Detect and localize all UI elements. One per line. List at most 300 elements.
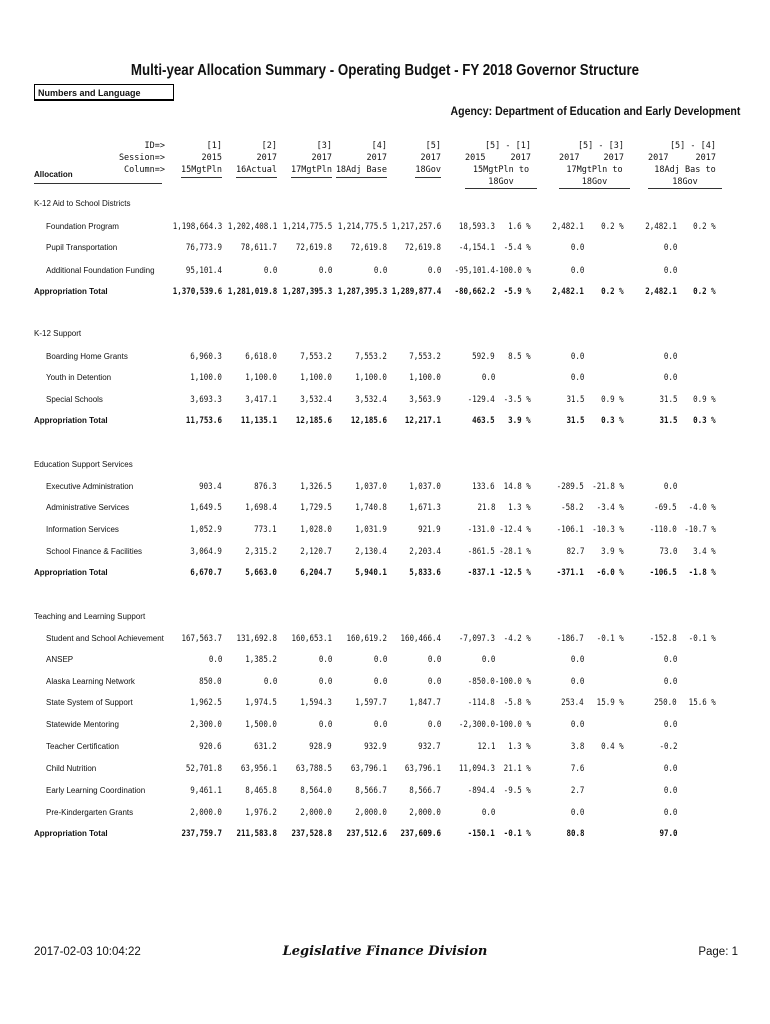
header-diff-label [648, 165, 722, 189]
row-cell: 463.5 [472, 416, 495, 426]
row-cell: 0.0 [570, 720, 584, 730]
row-cell: 8,465.8 [245, 786, 277, 796]
row-cell: 1,202,408.1 [227, 222, 277, 232]
row-cell: 3.8 [570, 742, 584, 752]
row-label: Administrative Services [46, 503, 130, 512]
row-cell: 5,940.1 [355, 568, 387, 578]
row-cell: 0.0 [663, 720, 677, 730]
row-cell: 1,289,877.4 [391, 287, 441, 297]
header-diff-session-from: 2017 [559, 153, 580, 163]
table-row [0, 786, 770, 800]
section-heading [0, 329, 770, 343]
row-cell: 72,619.8 [295, 243, 332, 253]
table-row [0, 525, 770, 539]
row-cell: -150.1 [467, 829, 495, 839]
row-cell: 1,100.0 [190, 373, 222, 383]
row-cell: 237,512.6 [346, 829, 387, 839]
header-diff-session-from: 2015 [465, 153, 486, 163]
header-col-name-text: 15MgtPln [181, 165, 222, 178]
row-cell: 1,649.5 [190, 503, 222, 513]
row-cell: 5,833.6 [409, 568, 441, 578]
row-cell: 14.8 % [503, 482, 531, 492]
row-cell: -9.5 % [503, 786, 531, 796]
header-col-session: 2017 [420, 153, 441, 163]
row-cell: 0.0 [570, 373, 584, 383]
total-row [0, 416, 770, 430]
row-cell: -100.0 % [494, 720, 531, 730]
row-cell: -10.3 % [592, 525, 624, 535]
row-cell: 3,532.4 [300, 395, 332, 405]
row-cell: 0.0 [663, 373, 677, 383]
row-cell: 7,553.2 [409, 352, 441, 362]
row-cell: 82.7 [565, 547, 584, 557]
section-heading [0, 199, 770, 213]
row-cell: 211,583.8 [236, 829, 277, 839]
row-cell: -114.8 [467, 698, 495, 708]
row-cell: 0.9 % [601, 395, 624, 405]
row-cell: 6,670.7 [190, 568, 222, 578]
row-cell: 237,759.7 [181, 829, 222, 839]
header-col-name [181, 165, 222, 178]
header-row-label: Session=> [118, 153, 165, 163]
row-cell: 1,217,257.6 [391, 222, 441, 232]
row-label: Additional Foundation Funding [46, 266, 155, 275]
row-cell: 78,611.7 [240, 243, 277, 253]
row-cell: 1,385.2 [245, 655, 277, 665]
row-cell: 0.0 [570, 677, 584, 687]
header-col-name-text: 17MgtPln [291, 165, 332, 178]
row-cell: 1,976.2 [245, 808, 277, 818]
header-col-session: 2017 [366, 153, 387, 163]
section-heading [0, 460, 770, 474]
row-cell: 15.9 % [596, 698, 624, 708]
row-cell: 0.0 [663, 243, 677, 253]
row-cell: 1,326.5 [300, 482, 332, 492]
table-row [0, 677, 770, 691]
row-cell: 1,214,775.5 [282, 222, 332, 232]
header-diff-label-text: 15MgtPln to 18Gov [465, 165, 537, 189]
row-cell: 1,500.0 [245, 720, 277, 730]
row-cell: 0.2 % [601, 287, 624, 297]
row-label: State System of Support [46, 698, 133, 707]
header-row-label: Column=> [124, 165, 165, 175]
row-cell: 15.6 % [688, 698, 716, 708]
header-diff-session-to: 2017 [603, 153, 624, 163]
row-cell: 1,597.7 [355, 698, 387, 708]
row-cell: 1,037.0 [409, 482, 441, 492]
row-cell: -861.5 [467, 547, 495, 557]
header-col-session: 2017 [311, 153, 332, 163]
row-cell: 2,000.0 [300, 808, 332, 818]
row-cell: 0.0 [373, 720, 387, 730]
row-cell: 1,974.5 [245, 698, 277, 708]
row-cell: 97.0 [658, 829, 677, 839]
row-cell: 0.0 [663, 482, 677, 492]
row-cell: 73.0 [658, 547, 677, 557]
table-row [0, 222, 770, 236]
row-cell: 1,214,775.5 [337, 222, 387, 232]
row-cell: 0.0 [481, 655, 495, 665]
row-cell: 0.0 [427, 655, 441, 665]
row-cell: 31.5 [658, 395, 677, 405]
row-label: Boarding Home Grants [46, 352, 128, 361]
row-cell: 167,563.7 [181, 634, 222, 644]
row-label: Youth in Detention [46, 373, 112, 382]
row-cell: 6,960.3 [190, 352, 222, 362]
row-cell: -0.2 [658, 742, 677, 752]
row-cell: 63,796.1 [404, 764, 441, 774]
row-cell: -95,101.4 [454, 266, 495, 276]
table-row [0, 655, 770, 669]
row-cell: -4.0 % [688, 503, 716, 513]
row-cell: -6.0 % [596, 568, 624, 578]
row-cell: 928.9 [309, 742, 332, 752]
row-cell: 1,037.0 [355, 482, 387, 492]
header-diff-id: [5] - [1] [484, 141, 531, 151]
total-row [0, 829, 770, 843]
row-cell: 0.9 % [693, 395, 716, 405]
filter-box: Numbers and Language [34, 84, 174, 100]
table-row [0, 808, 770, 822]
row-cell: -28.1 % [499, 547, 531, 557]
row-cell: 932.7 [418, 742, 441, 752]
row-cell: 3,064.9 [190, 547, 222, 557]
row-cell: 876.3 [254, 482, 277, 492]
row-cell: 9,461.1 [190, 786, 222, 796]
row-label: Appropriation Total [34, 287, 108, 296]
row-label: Teaching and Learning Support [34, 612, 146, 621]
row-cell: 52,701.8 [185, 764, 222, 774]
row-cell: -186.7 [556, 634, 584, 644]
row-cell: 921.9 [418, 525, 441, 535]
row-cell: 12,185.6 [350, 416, 387, 426]
row-cell: 160,653.1 [291, 634, 332, 644]
row-cell: 0.0 [570, 243, 584, 253]
row-cell: 21.1 % [503, 764, 531, 774]
row-label: Alaska Learning Network [46, 677, 135, 686]
row-cell: 0.0 [663, 786, 677, 796]
row-cell: 0.0 [373, 266, 387, 276]
row-cell: -12.4 % [499, 525, 531, 535]
table-row [0, 482, 770, 496]
header-col-id: [1] [206, 141, 222, 151]
row-cell: 1,671.3 [409, 503, 441, 513]
row-cell: 1,052.9 [190, 525, 222, 535]
header-col-id: [3] [316, 141, 332, 151]
row-cell: 2,315.2 [245, 547, 277, 557]
row-cell: 850.0 [199, 677, 222, 687]
row-label: K-12 Support [34, 329, 82, 338]
row-cell: 8,566.7 [355, 786, 387, 796]
row-label: Education Support Services [34, 460, 133, 469]
row-cell: -10.7 % [684, 525, 716, 535]
section-heading [0, 612, 770, 626]
table-row [0, 243, 770, 257]
footer-timestamp: 2017-02-03 10:04:22 [34, 946, 141, 958]
table-row [0, 503, 770, 517]
row-cell: 3,563.9 [409, 395, 441, 405]
row-label: Statewide Mentoring [46, 720, 119, 729]
table-row [0, 266, 770, 280]
row-cell: 2,000.0 [409, 808, 441, 818]
footer-division: Legislative Finance Division [282, 944, 488, 959]
row-cell: -837.1 [467, 568, 495, 578]
row-cell: 2,120.7 [300, 547, 332, 557]
row-cell: 18,593.3 [458, 222, 495, 232]
row-cell: 1.3 % [508, 503, 531, 513]
row-cell: 1,594.3 [300, 698, 332, 708]
table-row [0, 373, 770, 387]
row-cell: -5.8 % [503, 698, 531, 708]
row-cell: -80,662.2 [454, 287, 495, 297]
row-cell: 0.0 [481, 808, 495, 818]
row-cell: -58.2 [561, 503, 584, 513]
row-cell: -850.0 [467, 677, 495, 687]
row-cell: 237,609.6 [400, 829, 441, 839]
row-cell: 76,773.9 [185, 243, 222, 253]
row-cell: 1,698.4 [245, 503, 277, 513]
row-cell: 72,619.8 [350, 243, 387, 253]
header-diff-label-text: 17MgtPln to 18Gov [559, 165, 630, 189]
row-cell: -152.8 [649, 634, 677, 644]
row-cell: 131,692.8 [236, 634, 277, 644]
row-cell: -100.0 % [494, 677, 531, 687]
row-cell: -4.2 % [503, 634, 531, 644]
header-diff-id: [5] - [4] [669, 141, 716, 151]
row-cell: 1,100.0 [409, 373, 441, 383]
row-cell: 0.0 [427, 720, 441, 730]
total-row [0, 287, 770, 301]
row-cell: 0.0 [318, 677, 332, 687]
row-cell: 253.4 [561, 698, 584, 708]
row-cell: 1,100.0 [300, 373, 332, 383]
row-label: K-12 Aid to School Districts [34, 199, 131, 208]
row-cell: 0.0 [570, 266, 584, 276]
row-cell: -106.5 [649, 568, 677, 578]
row-cell: -110.0 [649, 525, 677, 535]
row-cell: 3.9 % [508, 416, 531, 426]
row-label: ANSEP [46, 655, 74, 664]
row-cell: -289.5 [556, 482, 584, 492]
row-cell: 3,693.3 [190, 395, 222, 405]
row-cell: -1.8 % [688, 568, 716, 578]
report-title: Multi-year Allocation Summary - Operating Budget - FY 2018 Governor Structure [130, 62, 640, 79]
row-cell: 5,663.0 [245, 568, 277, 578]
row-cell: 2,000.0 [355, 808, 387, 818]
row-cell: -0.1 % [503, 829, 531, 839]
row-cell: -3.5 % [503, 395, 531, 405]
row-cell: 0.2 % [601, 222, 624, 232]
row-cell: 95,101.4 [185, 266, 222, 276]
row-cell: -4,154.1 [458, 243, 495, 253]
row-label: Pupil Transportation [46, 243, 118, 252]
header-col-session: 2015 [201, 153, 222, 163]
row-cell: 0.2 % [693, 287, 716, 297]
table-row [0, 720, 770, 734]
row-cell: 3,532.4 [355, 395, 387, 405]
header-diff-label [559, 165, 630, 189]
row-label: Appropriation Total [34, 568, 108, 577]
row-cell: 1,962.5 [190, 698, 222, 708]
row-cell: 0.0 [663, 266, 677, 276]
row-cell: 1,100.0 [355, 373, 387, 383]
row-cell: 63,788.5 [295, 764, 332, 774]
row-cell: 592.9 [472, 352, 495, 362]
row-cell: 0.0 [263, 266, 277, 276]
row-cell: 1,287,395.3 [282, 287, 332, 297]
row-cell: 920.6 [199, 742, 222, 752]
row-cell: 7,553.2 [300, 352, 332, 362]
row-cell: 63,956.1 [240, 764, 277, 774]
row-cell: 631.2 [254, 742, 277, 752]
total-row [0, 568, 770, 582]
row-cell: -129.4 [467, 395, 495, 405]
row-cell: 63,796.1 [350, 764, 387, 774]
row-cell: 0.0 [208, 655, 222, 665]
row-cell: 72,619.8 [404, 243, 441, 253]
row-cell: 1,028.0 [300, 525, 332, 535]
row-cell: 0.3 % [693, 416, 716, 426]
row-cell: 8.5 % [508, 352, 531, 362]
row-cell: 7,553.2 [355, 352, 387, 362]
row-label: Appropriation Total [34, 416, 108, 425]
header-row-label: ID=> [144, 141, 165, 151]
row-cell: 2,482.1 [645, 287, 677, 297]
row-cell: -131.0 [467, 525, 495, 535]
row-cell: 0.0 [663, 352, 677, 362]
table-row [0, 698, 770, 712]
header-diff-label [465, 165, 537, 189]
row-cell: 932.9 [364, 742, 387, 752]
header-col-name [236, 165, 277, 178]
table-row [0, 547, 770, 561]
table-row [0, 764, 770, 778]
header-diff-session-to: 2017 [510, 153, 531, 163]
row-cell: 31.5 [565, 395, 584, 405]
row-cell: 0.0 [263, 677, 277, 687]
row-cell: -21.8 % [592, 482, 624, 492]
row-cell: 12,217.1 [404, 416, 441, 426]
row-cell: 160,619.2 [346, 634, 387, 644]
row-cell: 12.1 [476, 742, 495, 752]
agency-name: Agency: Department of Education and Early Development [450, 104, 740, 118]
row-label: Information Services [46, 525, 119, 534]
row-cell: -2,300.0 [458, 720, 495, 730]
row-label: Special Schools [46, 395, 103, 404]
row-cell: 1,847.7 [409, 698, 441, 708]
row-cell: 0.3 % [601, 416, 624, 426]
row-cell: 1,281,019.8 [227, 287, 277, 297]
row-cell: 12,185.6 [295, 416, 332, 426]
header-col-name [415, 165, 441, 178]
row-cell: -106.1 [556, 525, 584, 535]
row-cell: 0.0 [663, 677, 677, 687]
row-cell: 0.0 [427, 266, 441, 276]
row-cell: 0.0 [427, 677, 441, 687]
header-diff-session-to: 2017 [695, 153, 716, 163]
row-cell: 237,528.8 [291, 829, 332, 839]
row-label: Executive Administration [46, 482, 134, 491]
table-row [0, 395, 770, 409]
row-cell: 0.4 % [601, 742, 624, 752]
row-cell: 8,564.0 [300, 786, 332, 796]
row-cell: 2,482.1 [552, 222, 584, 232]
header-col-name-text: 18Adj Base [336, 165, 387, 178]
header-col-id: [2] [261, 141, 277, 151]
header-col-session: 2017 [256, 153, 277, 163]
row-cell: 1.3 % [508, 742, 531, 752]
row-label: Student and School Achievement [46, 634, 164, 643]
row-cell: 773.1 [254, 525, 277, 535]
footer-page-number: Page: 1 [698, 946, 738, 958]
row-cell: 0.0 [373, 655, 387, 665]
header-diff-label-text: 18Adj Bas to 18Gov [648, 165, 722, 189]
row-cell: 6,204.7 [300, 568, 332, 578]
row-cell: 903.4 [199, 482, 222, 492]
header-col-id: [5] [425, 141, 441, 151]
row-label: Pre-Kindergarten Grants [46, 808, 134, 817]
row-label: Teacher Certification [46, 742, 119, 751]
row-cell: -0.1 % [688, 634, 716, 644]
row-cell: 0.0 [570, 655, 584, 665]
row-cell: 6,618.0 [245, 352, 277, 362]
row-label: School Finance & Facilities [46, 547, 143, 556]
row-cell: 2,300.0 [190, 720, 222, 730]
header-col-name [291, 165, 332, 178]
row-cell: 0.0 [318, 655, 332, 665]
row-cell: 21.8 [476, 503, 495, 513]
row-cell: 0.0 [318, 720, 332, 730]
header-diff-id: [5] - [3] [577, 141, 624, 151]
row-cell: 0.0 [481, 373, 495, 383]
allocation-header-rule [34, 183, 162, 184]
row-cell: 2,203.4 [409, 547, 441, 557]
row-label: Foundation Program [46, 222, 119, 231]
row-cell: 3,417.1 [245, 395, 277, 405]
row-cell: -894.4 [467, 786, 495, 796]
row-cell: -371.1 [556, 568, 584, 578]
table-row [0, 742, 770, 756]
row-cell: 3.9 % [601, 547, 624, 557]
row-cell: -12.5 % [499, 568, 531, 578]
row-cell: 1,740.8 [355, 503, 387, 513]
row-cell: 1,287,395.3 [337, 287, 387, 297]
row-cell: 80.8 [565, 829, 584, 839]
header-col-name-text: 18Gov [415, 165, 441, 178]
row-cell: 1,031.9 [355, 525, 387, 535]
row-label: Appropriation Total [34, 829, 108, 838]
row-cell: -0.1 % [596, 634, 624, 644]
table-row [0, 634, 770, 648]
row-cell: 31.5 [658, 416, 677, 426]
row-cell: 0.0 [663, 655, 677, 665]
row-cell: 2,482.1 [645, 222, 677, 232]
row-cell: 1,198,664.3 [172, 222, 222, 232]
row-cell: 133.6 [472, 482, 495, 492]
header-col-name [336, 165, 387, 178]
allocation-header: Allocation [34, 170, 73, 179]
row-cell: 0.0 [570, 808, 584, 818]
row-cell: 2,130.4 [355, 547, 387, 557]
header-col-name-text: 16Actual [236, 165, 277, 178]
row-cell: -69.5 [654, 503, 677, 513]
row-cell: 0.0 [373, 677, 387, 687]
row-cell: 1,729.5 [300, 503, 332, 513]
row-cell: 2,482.1 [552, 287, 584, 297]
row-cell: 31.5 [565, 416, 584, 426]
row-cell: 3.4 % [693, 547, 716, 557]
row-cell: -3.4 % [596, 503, 624, 513]
